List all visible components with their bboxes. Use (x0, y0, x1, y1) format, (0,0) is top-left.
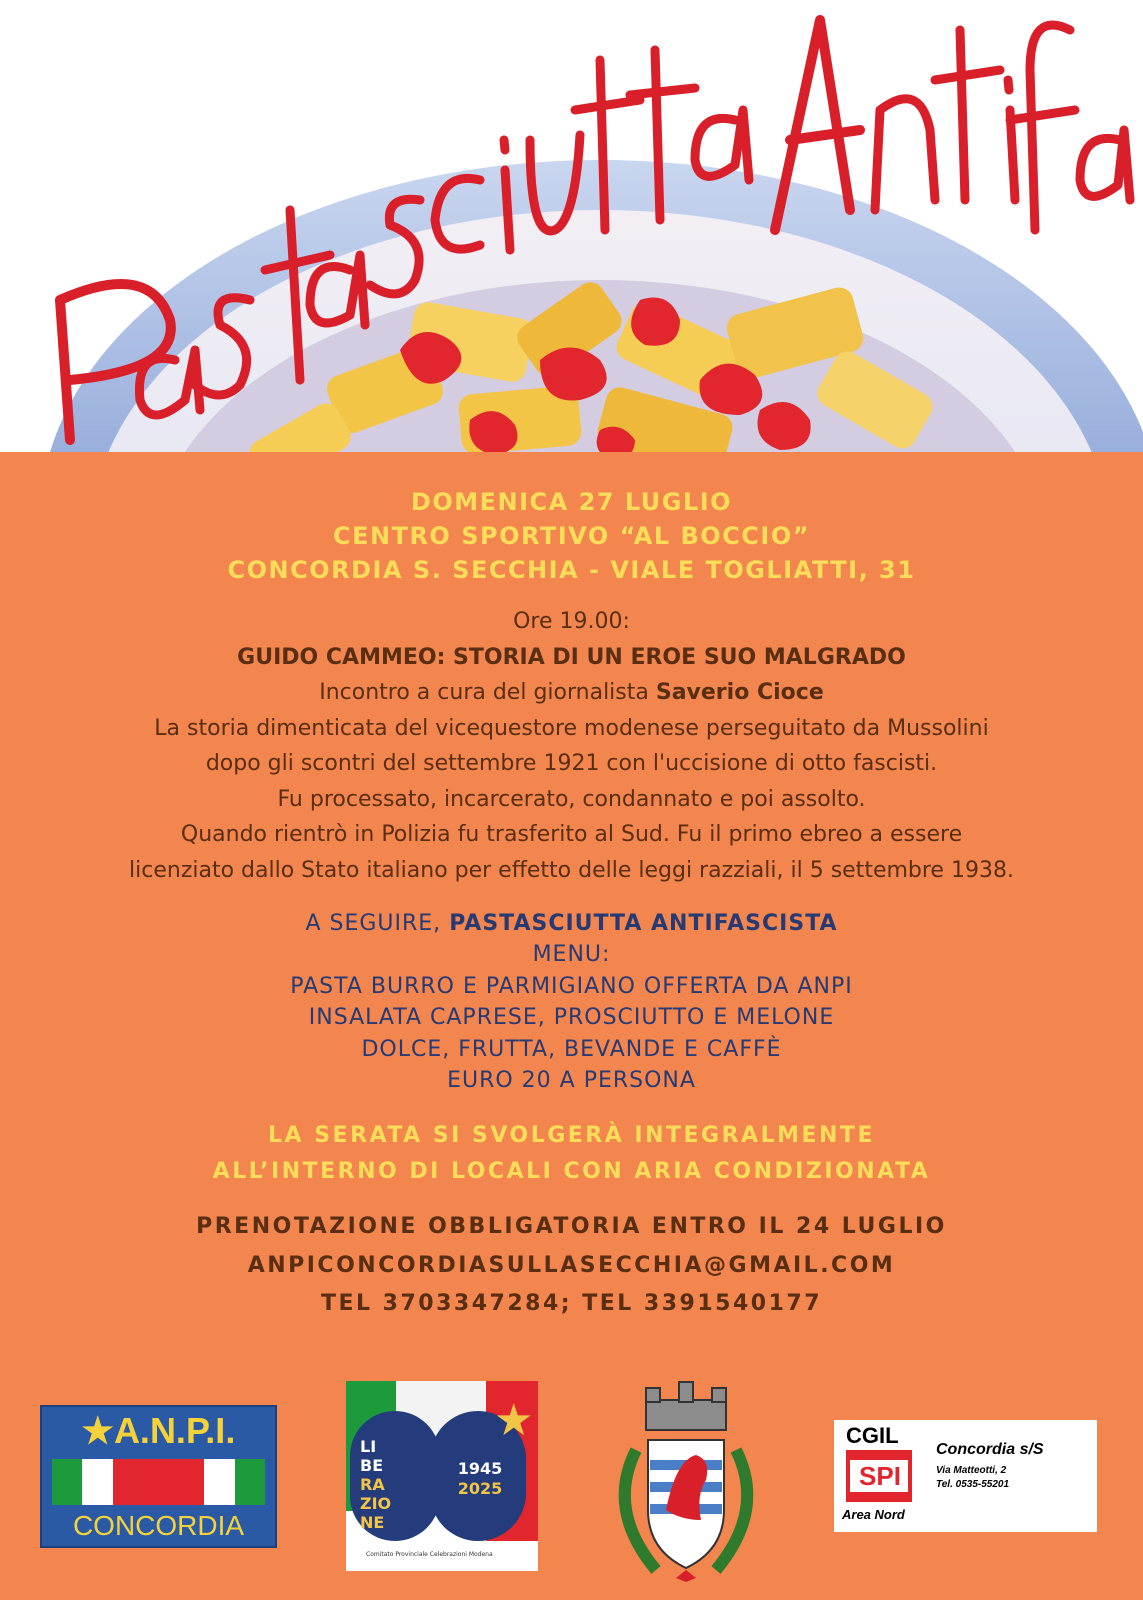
spi-text: SPI (859, 1461, 901, 1491)
concordia-coat-of-arms (606, 1370, 766, 1582)
star-icon: ★ (494, 1395, 534, 1446)
event-date: DOMENICA 27 LUGLIO (410, 488, 733, 516)
pasta-plate-illustration (0, 0, 1143, 452)
cgil-area: Area Nord (842, 1507, 905, 1522)
coat-of-arms-icon (606, 1370, 766, 1582)
event-venue: CENTRO SPORTIVO “AL BOCCIO” (332, 522, 811, 550)
menu-item: EURO 20 A PERSONA (447, 1068, 696, 1093)
cgil-address: Via Matteotti, 2 (936, 1465, 1007, 1476)
notice-line-2: ALL’INTERNO DI LOCALI CON ARIA CONDIZIONATA (212, 1159, 931, 1184)
menu-follow-name: PASTASCIUTTA ANTIFASCISTA (449, 911, 838, 936)
liberazione-80-logo (346, 1381, 538, 1571)
liberazione-text: LI BE RA ZIO NE (360, 1437, 392, 1532)
curator-name: Saverio Cioce (655, 680, 824, 705)
event-details (0, 452, 1143, 1600)
talk-desc-4: Quando rientrò in Polizia fu trasferito al Sud. Fu il primo ebreo a essere (180, 822, 963, 847)
menu-follow-prefix: A SEGUIRE, (305, 911, 450, 936)
booking-phones: TEL 3703347284; TEL 3391540177 (320, 1291, 823, 1316)
liberazione-caption: Comitato Provinciale Celebrazioni Modena (366, 1551, 493, 1558)
menu-item: DOLCE, FRUTTA, BEVANDE E CAFFÈ (361, 1037, 782, 1062)
cgil-brand: CGIL (846, 1423, 899, 1448)
menu-heading: MENU: (532, 942, 611, 967)
cgil-spi-logo (834, 1420, 1097, 1532)
talk-desc-2: dopo gli scontri del settembre 1921 con l'uccisione di otto fascisti. (205, 751, 938, 776)
anpi-logo (40, 1405, 277, 1548)
talk-desc-1: La storia dimenticata del vicequestore modenese perseguitato da Mussolini (154, 716, 989, 741)
menu-follow (0, 908, 1143, 940)
talk-curator (0, 675, 1143, 711)
event-address: CONCORDIA S. SECCHIA - VIALE TOGLIATTI, 31 (227, 556, 916, 584)
booking-email[interactable]: ANPICONCORDIASULLASECCHIA@GMAIL.COM (247, 1253, 896, 1278)
cgil-office: Concordia s/S (936, 1441, 1044, 1458)
booking-deadline: PRENOTAZIONE OBBLIGATORIA ENTRO IL 24 LUGLIO (196, 1214, 947, 1239)
hero-illustration (0, 0, 1143, 452)
talk-title: GUIDO CAMMEO: STORIA DI UN EROE SUO MALGRADO (237, 645, 906, 670)
talk-desc-5: licenziato dallo Stato italiano per effetto delle leggi razziali, il 5 settembre 1938. (129, 858, 1014, 883)
star-icon: ★ (81, 1410, 114, 1451)
notice-line-1: LA SERATA SI SVOLGERÀ INTEGRALMENTE (268, 1123, 875, 1148)
cgil-tel: Tel. 0535-55201 (936, 1479, 1010, 1490)
anpi-logo-bottom: CONCORDIA (72, 1510, 245, 1541)
anpi-logo-text: A.N.P.I. (113, 1410, 236, 1451)
program-time: Ore 19.00: (513, 609, 630, 634)
spi-badge (846, 1450, 912, 1502)
liberazione-years: 1945 2025 (457, 1459, 503, 1498)
talk-desc-3: Fu processato, incarcerato, condannato e poi assolto. (277, 787, 866, 812)
menu-item: PASTA BURRO E PARMIGIANO OFFERTA DA ANPI (290, 974, 853, 999)
curator-prefix: Incontro a cura del giornalista (319, 680, 656, 705)
anpi-logo-top (42, 1409, 275, 1453)
menu-item: INSALATA CAPRESE, PROSCIUTTO E MELONE (308, 1005, 835, 1030)
italian-flag-band (52, 1459, 265, 1505)
